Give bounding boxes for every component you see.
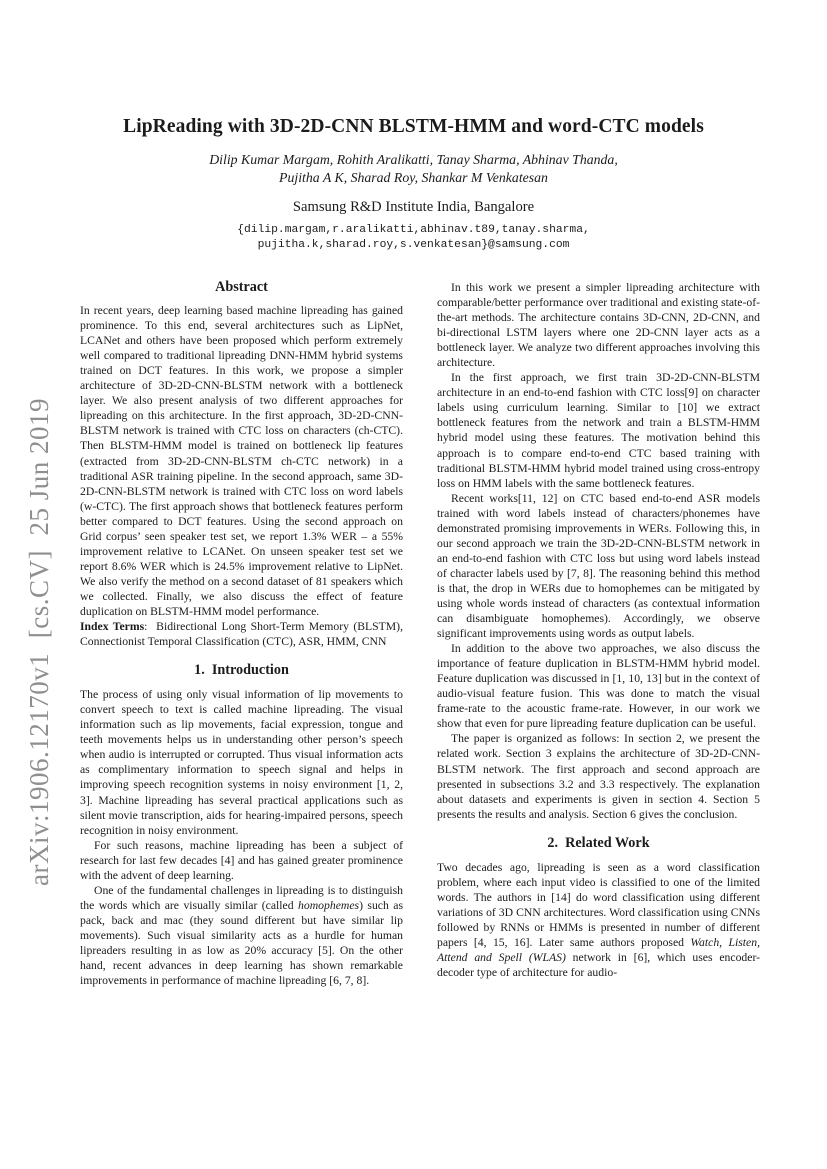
- author-list: [0, 151, 827, 186]
- paragraph: [80, 687, 403, 837]
- paragraph: [437, 370, 760, 490]
- text-run: network in [6], which uses encoder-decoder type of architecture for audio-: [437, 951, 760, 980]
- bold-text-run: Index Terms: [80, 620, 145, 634]
- text-run: The process of using only visual information of lip movements to convert speech to text is called machine lipreading. The visual information such as lip movements, facial expression, tongue and teeth movements helps us in understanding other person’s speech when audio is interrupted or corrupted. Thus visual information acts as complimentary information to speech signal and helps in improving speech recognition systems in noisy environment [1, 2, 3]. Machine lipreading has several practical applications such as silent movie transcription, aids for hearing-impaired persons, speech recognition in noisy environment.: [80, 688, 403, 837]
- text-run: In recent years, deep learning based machine lipreading has gained prominence. To this end, several architectures such as LipNet, LCANet and others have been proposed which perform extremely well compared to traditional lipreading DNN-HMM hybrid systems trained on DCT features. In this work, we propose a simpler architecture of 3D-2D-CNN-BLSTM network with a bottleneck layer. We also present analysis of two different approaches for lipreading on this architecture. In the first approach, 3D-2D-CNN-BLSTM network is trained with CTC loss on characters (ch-CTC). Then BLSTM-HMM model is trained on bottleneck lip features (extracted from 3D-2D-CNN-BLSTM ch-CTC network) in a traditional ASR training pipeline. In the second approach, same 3D-2D-CNN-BLSTM network is trained with CTC loss on word labels (w-CTC). The first approach shows that bottleneck features perform better compared to DCT features. Using the second approach on Grid corpus’ seen speaker test set, we report 1.3% WER – a 55% improvement relative to LCANet. On unseen speaker test set we report 8.6% WER which is 24.5% improvement relative to LipNet. We also verify the method on a second dataset of 81 speakers which we collected. Finally, we also discuss the effect of feature duplication on BLSTM-HMM model performance.: [80, 304, 403, 618]
- paragraph: [80, 883, 403, 988]
- authors-line-2: Pujitha A K, Sharad Roy, Shankar M Venkatesan: [279, 169, 548, 185]
- text-run: One of the fundamental challenges in lipreading is to distinguish the words which are visually similar (called: [80, 883, 403, 912]
- paper-title: LipReading with 3D-2D-CNN BLSTM-HMM and word-CTC models: [123, 116, 704, 137]
- text-run: In this work we present a simpler lipreading architecture with comparable/better performance over traditional and existing state-of-the-art methods. The architecture contains 3D-CNN, 2D-CNN, and bi-directional LSTM layers where one 2D-CNN layer acts as a bottleneck layer. We analyze two different approaches involving this architecture.: [437, 281, 760, 370]
- affiliation: Samsung R&D Institute India, Bangalore: [292, 199, 535, 215]
- introduction-body-continued: [437, 280, 760, 822]
- arxiv-watermark: arXiv:1906.12170v1 [cs.CV] 25 Jun 2019: [24, 398, 54, 886]
- paragraph: [80, 619, 403, 649]
- related-work-heading: 2. Related Work: [547, 834, 650, 851]
- abstract-body: [80, 303, 403, 649]
- text-run: The paper is organized as follows: In section 2, we present the related work. Section 3 explains the architecture of 3D-2D-CNN-BLSTM network. The first approach and second approach are presented in subsections 3.2 and 3.3 respectively. The explanation about datasets and experiments is given in section 4. Section 5 presents the results and analysis. Section 6 gives the conclusion.: [437, 732, 760, 821]
- email-line-2: pujitha.k,sharad.roy,s.venkatesan}@samsung.com: [257, 238, 570, 251]
- left-column: [80, 280, 403, 988]
- email-line-1: {dilip.margam,r.aralikatti,abhinav.t89,tanay.sharma,: [237, 224, 590, 236]
- text-run: Recent works[11, 12] on CTC based end-to-end ASR models trained with word labels instead of characters/phonemes have demonstrated promising improvements in WERs. Following this, in our second approach we train the 3D-2D-CNN-BLSTM network in an end-to-end fashion with CTC loss but using word labels instead of character labels used by [7, 8]. The reasoning behind this method is that, the drop in WERs due to homophemes can be mitigated by using whole words instead of characters (as contextual information can disambiguate homophemes). Accordingly, we observe significant improvements using words as output labels.: [437, 491, 760, 641]
- text-run: In addition to the above two approaches, we also discuss the importance of feature duplication in BLSTM-HMM hybrid model. Feature duplication was discussed in [1, 10, 13] but in the context of audio-visual feature fusion. This was done to match the visual frame-rate to the acoustic frame-rate. However, in our work we show that even for pure lipreading feature duplication can be useful.: [437, 642, 760, 731]
- introduction-body: [80, 687, 403, 988]
- paper-header: [0, 116, 827, 252]
- paragraph: [437, 731, 760, 821]
- abstract-heading: Abstract: [215, 279, 268, 295]
- text-run: For such reasons, machine lipreading has been a subject of research for last few decades [4] and has gained greater prominence with the advent of deep learning.: [80, 838, 403, 882]
- related-work-body: [437, 860, 760, 980]
- paragraph: [437, 280, 760, 370]
- authors-line-1: Dilip Kumar Margam, Rohith Aralikatti, Tanay Sharma, Abhinav Thanda,: [209, 152, 618, 167]
- text-run: ) such as pack, back and mac (they sound different but have similar lip movements). Such visual similarity acts as a hurdle for human lipreaders resulting in as low as 20% accuracy [5]. On the other hand, recent advances in deep learning has shown remarkable improvements in performance of machine lipreading [6, 7, 8].: [80, 898, 403, 988]
- text-run: Two decades ago, lipreading is seen as a word classification problem, where each input video is classified to one of the limited words. The authors in [14] do word classification using different variations of 3D CNN architectures. Word classification using CNNs followed by RNNs or HMMs is presented in number of different papers [4, 15, 16]. Later same authors proposed: [437, 860, 760, 949]
- text-run: : Bidirectional Long Short-Term Memory (BLSTM), Connectionist Temporal Classification (CTC), ASR, HMM, CNN: [80, 620, 403, 649]
- paragraph: [437, 491, 760, 641]
- paragraph: [437, 641, 760, 731]
- introduction-heading: 1. Introduction: [194, 662, 289, 679]
- right-column: [437, 280, 760, 980]
- italic-text-run: homophemes: [298, 898, 360, 912]
- paragraph: [80, 838, 403, 883]
- paragraph: [437, 860, 760, 980]
- text-run: In the first approach, we first train 3D-2D-CNN-BLSTM architecture in an end-to-end fashion with CTC loss[9] on character labels using curriculum learning. Similar to [10] we extract bottleneck features from the network and train a BLSTM-HMM hybrid model using these features. The motivation behind this approach is to compare end-to-end CTC based training with traditional BLSTM-HMM hybrid model trained using cross-entropy loss on HMM labels with the same bottleneck features.: [437, 371, 760, 490]
- paragraph: [80, 303, 403, 619]
- italic-text-run: Watch, Listen, Attend and Spell (WLAS): [437, 935, 760, 965]
